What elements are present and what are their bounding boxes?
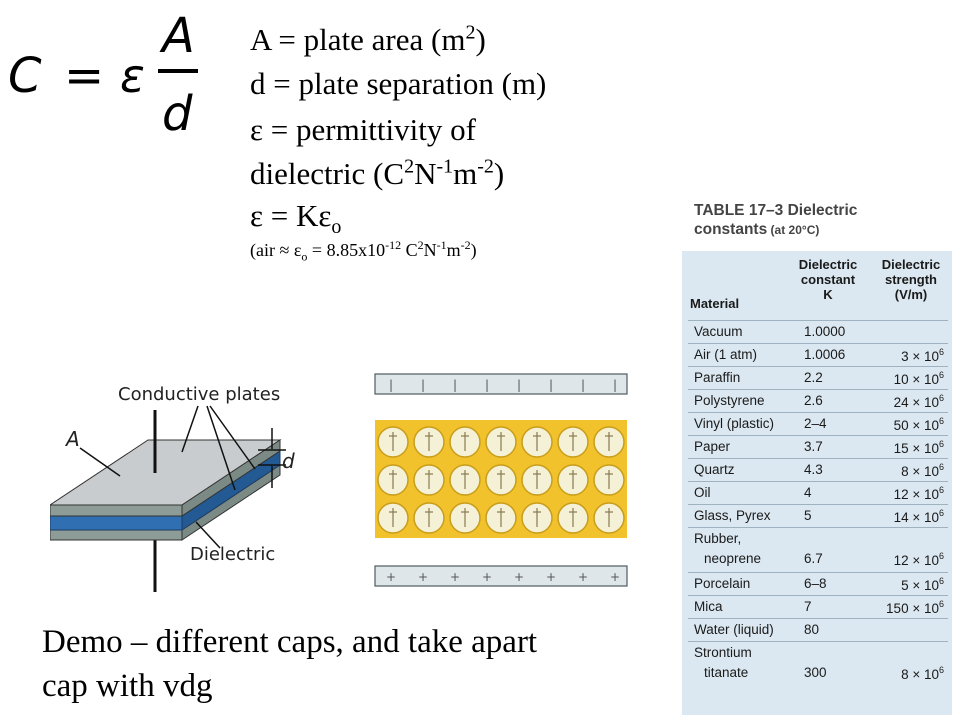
table-title-line-1: TABLE 17–3 Dielectric xyxy=(694,202,858,219)
polarized-molecule xyxy=(378,503,408,533)
cell-dielectric-constant: 5 xyxy=(804,508,812,523)
plate-charge-sign: | xyxy=(484,378,490,392)
plate-charge-sign: + xyxy=(609,570,621,584)
cell-material: Water (liquid) xyxy=(694,622,774,637)
polarized-molecule xyxy=(450,465,480,495)
table-row xyxy=(688,504,948,528)
cell-dielectric-constant: 1.0000 xyxy=(804,324,846,339)
table-row xyxy=(688,481,948,505)
column-header-strength: Dielectric strength (V/m) xyxy=(881,257,941,302)
polarized-molecule xyxy=(450,503,480,533)
table-row xyxy=(688,527,948,572)
table-row xyxy=(688,412,948,436)
cell-material: Strontium xyxy=(694,645,752,660)
cell-dielectric-constant: 2–4 xyxy=(804,416,827,431)
definition-area: A = plate area $(m^2)$ xyxy=(250,21,486,57)
cell-material: Polystyrene xyxy=(694,393,765,408)
cell-material: Quartz xyxy=(694,462,735,477)
formula-c: C xyxy=(8,48,42,104)
plate-charge-sign: + xyxy=(481,570,493,584)
table-row xyxy=(688,366,948,390)
table-row xyxy=(688,458,948,482)
air-permittivity-note: ($air \approx \varepsilon_o = 8.85x10^{-12}$ $C^2N^{-1}m^{-2}$) xyxy=(250,238,477,264)
cell-material-line-2: titanate xyxy=(704,665,749,680)
polarized-molecule xyxy=(558,465,588,495)
cell-material: Glass, Pyrex xyxy=(694,508,771,523)
dielectric-polarization-diagram xyxy=(373,370,633,595)
plate-charge-sign: | xyxy=(612,378,618,392)
top-plate-band xyxy=(375,374,627,394)
cell-material: Mica xyxy=(694,599,723,614)
table-row xyxy=(688,618,948,642)
polarized-molecule xyxy=(486,503,516,533)
cell-dielectric-constant: 4.3 xyxy=(804,462,823,477)
plate-charge-sign: | xyxy=(580,378,586,392)
plate-charge-sign: | xyxy=(420,378,426,392)
cell-dielectric-strength: $14 \times 10^6$ xyxy=(893,508,944,525)
cell-dielectric-constant: 80 xyxy=(804,622,820,637)
polarized-molecule xyxy=(594,427,624,457)
cell-dielectric-constant: 6.7 xyxy=(804,551,823,566)
table-row xyxy=(688,389,948,413)
plate-charge-sign: + xyxy=(513,570,525,584)
demo-text-line-2: cap with vdg xyxy=(42,668,213,704)
definition-separation: d = plate separation (m) xyxy=(250,66,547,101)
cell-material-line-2: neoprene xyxy=(704,551,762,566)
cell-material: Vacuum xyxy=(694,324,743,339)
polarized-molecule xyxy=(414,503,444,533)
polarized-molecule xyxy=(450,427,480,457)
cell-material: Paper xyxy=(694,439,731,454)
capacitance-formula xyxy=(0,0,230,160)
plate-charge-sign: | xyxy=(548,378,554,392)
table-title-area xyxy=(682,193,952,251)
definition-permittivity-1: ε = permittivity of xyxy=(250,112,476,147)
cell-dielectric-constant: 3.7 xyxy=(804,439,823,454)
top-plate-front xyxy=(50,505,182,516)
dielectric-constants-table xyxy=(682,193,952,715)
plate-charge-sign: | xyxy=(516,378,522,392)
table-title-line-2: constants (at 20°C) xyxy=(694,221,820,238)
polarized-molecule xyxy=(522,427,552,457)
fraction-bar xyxy=(158,69,198,73)
cell-material: Rubber, xyxy=(694,531,742,546)
table-row xyxy=(688,595,948,619)
plate-charge-sign: | xyxy=(452,378,458,392)
conductive-plates-label: Conductive plates xyxy=(118,384,281,405)
table-row xyxy=(688,435,948,459)
cell-dielectric-strength: $8 \times 10^6$ xyxy=(901,665,944,682)
cell-dielectric-constant: 2.6 xyxy=(804,393,823,408)
formula-epsilon: ε xyxy=(120,49,145,103)
cell-dielectric-strength: $150 \times 10^6$ xyxy=(886,599,944,616)
cell-dielectric-constant: 4 xyxy=(804,485,812,500)
polarized-molecule xyxy=(414,465,444,495)
area-label: A xyxy=(66,427,80,451)
cell-dielectric-strength: $10 \times 10^6$ xyxy=(893,370,944,387)
cell-dielectric-strength: $8 \times 10^6$ xyxy=(901,462,944,479)
cell-dielectric-constant: 1.0006 xyxy=(804,347,846,362)
cell-dielectric-strength: $12 \times 10^6$ xyxy=(893,551,944,568)
formula-numerator: A xyxy=(162,8,195,64)
plate-charge-sign: + xyxy=(577,570,589,584)
cell-material: Vinyl (plastic) xyxy=(694,416,775,431)
demo-text-line-1: Demo – different caps, and take apart xyxy=(42,624,538,660)
polarized-molecule xyxy=(378,427,408,457)
cell-dielectric-strength: $15 \times 10^6$ xyxy=(893,439,944,456)
cell-dielectric-strength: $50 \times 10^6$ xyxy=(893,416,944,433)
cell-material: Air (1 atm) xyxy=(694,347,758,362)
definition-k-epsilon: $\varepsilon = K\varepsilon_o$ xyxy=(250,198,342,239)
polarized-molecule xyxy=(522,465,552,495)
cell-dielectric-strength: $24 \times 10^6$ xyxy=(893,393,944,410)
cell-dielectric-strength: $12 \times 10^6$ xyxy=(893,485,944,502)
formula-equals: = xyxy=(64,48,105,104)
plate-charge-sign: + xyxy=(449,570,461,584)
cell-dielectric-constant: 7 xyxy=(804,599,812,614)
polarized-molecule xyxy=(594,503,624,533)
table-row xyxy=(688,320,948,344)
parallel-plate-capacitor-diagram xyxy=(50,370,330,595)
cell-material: Oil xyxy=(694,485,711,500)
polarized-molecule xyxy=(414,427,444,457)
dielectric-label: Dielectric xyxy=(190,544,276,565)
definition-permittivity-2: dielectric $(C^2N^{-1}m^{-2})$ xyxy=(250,155,505,191)
polarized-molecule xyxy=(558,427,588,457)
column-header-k: Dielectric constant K xyxy=(798,257,858,302)
separation-label: d xyxy=(282,449,295,473)
bottom-plate-front xyxy=(50,530,182,540)
cell-dielectric-strength: $3 \times 10^6$ xyxy=(901,347,944,364)
cell-dielectric-constant: 6–8 xyxy=(804,576,827,591)
cell-dielectric-strength: $5 \times 10^6$ xyxy=(901,576,944,593)
polarized-molecule xyxy=(522,503,552,533)
plate-charge-sign: + xyxy=(545,570,557,584)
cell-material: Porcelain xyxy=(694,576,751,591)
column-header-material: Material xyxy=(690,296,740,311)
polarized-molecule xyxy=(594,465,624,495)
dielectric-front xyxy=(50,516,182,530)
polarized-molecule xyxy=(486,427,516,457)
table-row xyxy=(688,343,948,367)
plate-charge-sign: | xyxy=(388,378,394,392)
bottom-plate-band xyxy=(375,566,627,586)
cell-dielectric-constant: 2.2 xyxy=(804,370,823,385)
plate-charge-sign: + xyxy=(385,570,397,584)
polarized-molecule xyxy=(378,465,408,495)
table-row xyxy=(688,572,948,596)
cell-dielectric-constant: 300 xyxy=(804,665,827,680)
table-row xyxy=(688,641,948,686)
polarized-molecule xyxy=(558,503,588,533)
polarized-molecule xyxy=(486,465,516,495)
formula-denominator: d xyxy=(162,86,193,142)
cell-material: Paraffin xyxy=(694,370,741,385)
plate-charge-sign: + xyxy=(417,570,429,584)
